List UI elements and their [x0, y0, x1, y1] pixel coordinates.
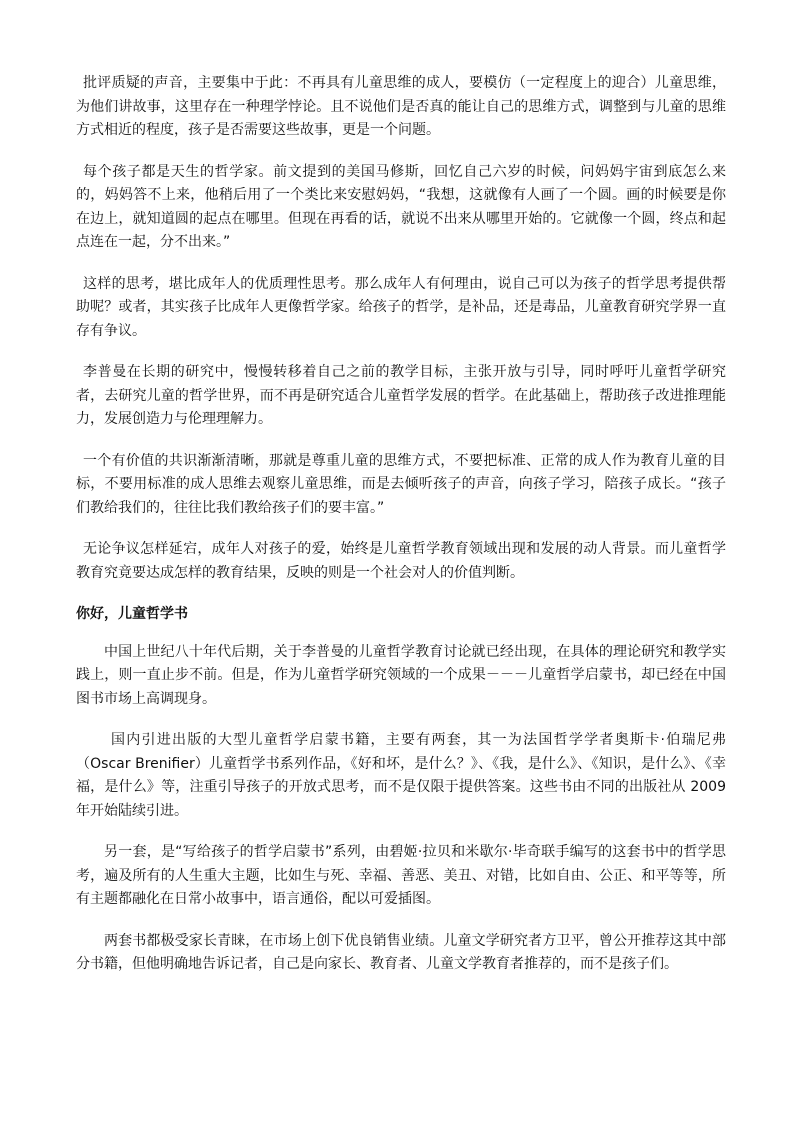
paragraph-second-series: 另一套，是“写给孩子的哲学启蒙书”系列，由碧姬·拉贝和米歇尔·毕奇联手编写的这套书中的哲学思考，遍及所有的人生重大主题，比如生与死、幸福、善恶、美丑、对错，比如自由、公正、和平等等，所有主题都融化在日常小故事中，语言通俗，配以可爱插图。 [76, 844, 726, 907]
paragraph-criticism: 批评质疑的声音，主要集中于此：不再具有儿童思维的成人，要模仿（一定程度上的迎合）儿童思维，为他们讲故事，这里存在一种理学悖论。且不说他们是否真的能让自己的思维方式，调整到与儿童的思维方式相近的程度，孩子是否需要这些故事，更是一个问题。 [76, 75, 726, 138]
paragraph-china-history: 中国上世纪八十年代后期，关于李普曼的儿童哲学教育讨论就已经出现，在具体的理论研究和教学实践上，则一直止步不前。但是，作为儿童哲学研究领域的一个成果－－－儿童哲学启蒙书，却已经在中国图书市场上高调现身。 [76, 643, 726, 707]
paragraph-lipman-research: 李普曼在长期的研究中，慢慢转移着自己之前的教学目标，主张开放与引导，同时呼吁儿童哲学研究者，去研究儿童的哲学世界，而不再是研究适合儿童哲学发展的哲学。在此基础上，帮助孩子改进推理能力，发展创造力与伦理理解力。 [76, 364, 726, 427]
paragraph-born-philosopher: 每个孩子都是天生的哲学家。前文提到的美国马修斯，回忆自己六岁的时候，问妈妈宇宙到底怎么来的，妈妈答不上来，他稍后用了一个类比来安慰妈妈，“我想，这就像有人画了一个圆。画的时候要是你在边上，就知道圆的起点在哪里。但现在再看的话，就说不出来从哪里开始的。它就像一个圆，终点和起点连在一起，分不出来。” [76, 163, 726, 250]
document-page [76, 72, 726, 995]
paragraph-consensus: 一个有价值的共识渐渐清晰，那就是尊重儿童的思维方式，不要把标准、正常的成人作为教育儿童的目标，不要用标准的成人思维去观察儿童思维，而是去倾听孩子的声音，向孩子学习，陪孩子成长。“孩子们教给我们的，往往比我们教给孩子们的要丰富。” [76, 452, 726, 516]
paragraph-love-background: 无论争议怎样延宕，成年人对孩子的爱，始终是儿童哲学教育领域出现和发展的动人背景。而儿童哲学教育究竟要达成怎样的教育结果，反映的则是一个社会对人的价值判断。 [76, 541, 726, 581]
paragraph-adult-thinking: 这样的思考，堪比成年人的优质理性思考。那么成年人有何理由，说自己可以为孩子的哲学思考提供帮助呢？或者，其实孩子比成年人更像哲学家。给孩子的哲学，是补品，还是毒品，儿童教育研究学界一直存有争议。 [76, 275, 726, 339]
paragraph-popularity: 两套书都极受家长青睐，在市场上创下优良销售业绩。儿童文学研究者方卫平，曾公开推荐这其中部分书籍，但他明确地告诉记者，自己是向家长、教育者、儿童文学教育者推荐的，而不是孩子们。 [76, 932, 726, 972]
paragraph-brenifier-series: 国内引进出版的大型儿童哲学启蒙书籍，主要有两套，其一为法国哲学学者奥斯卡·伯瑞尼弗（Oscar Brenifier）儿童哲学书系列作品，《好和坏，是什么？》、《我，是什么》、《知识，是什么》、《幸福，是什么》等，注重引导孩子的开放式思考，而不是仅限于提供答案。这些书由不同的出版社从 2009 年开始陆续引进。 [76, 732, 726, 819]
section-heading: 你好，儿童哲学书 [76, 606, 188, 622]
